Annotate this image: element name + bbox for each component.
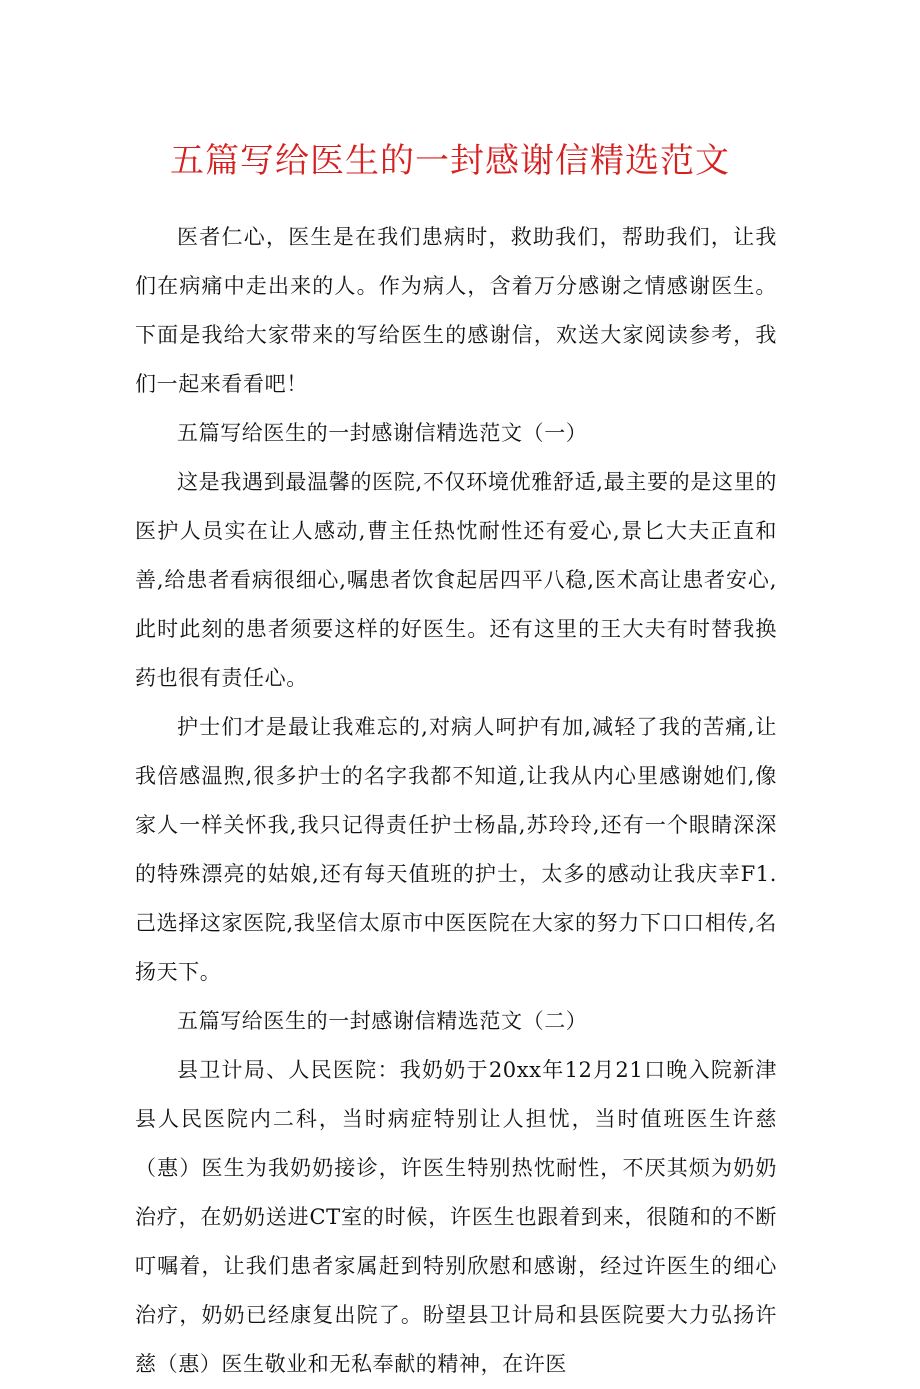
section-heading-2: 五篇写给医生的一封感谢信精选范文（二） <box>177 1009 588 1033</box>
intro-paragraph: 医者仁心，医生是在我们患病时，救助我们，帮助我们，让我们在病痛中走出来的人。作为病人，含着万分感谢之情感谢医生。下面是我给大家带来的写给医生的感谢信，欢送大家阅读参考，我们一起来看看吧！ <box>135 225 777 396</box>
letter-2-paragraph-1: 县卫计局、人民医院：我奶奶于20xx年12月21口晚入院新津县人民医院内二科，当时病症特别让人担忧，当时值班医生许慈（惠）医生为我奶奶接诊，许医生特别热忱耐性，不厌其烦为奶奶治疗，在奶奶送进CT室的时候，许医生也跟着到来，很随和的不断叮嘱着，让我们患者家属赶到特别欣慰和感谢，经过许医生的细心治疗，奶奶已经康复出院了。盼望县卫计局和县医院要大力弘扬许慈（惠）医生敬业和无私奉献的精神，在许医 <box>135 1058 777 1376</box>
section-heading-1: 五篇写给医生的一封感谢信精选范文（一） <box>177 421 588 445</box>
document-title: 五篇写给医生的一封感谢信精选范文 <box>170 141 730 181</box>
letter-1-paragraph-2: 护士们才是最让我难忘的,对病人呵护有加,减轻了我的苦痛,让我倍感温煦,很多护士的名字我都不知道,让我从内心里感谢她们,像家人一样关怀我,我只记得责任护士杨晶,苏玲玲,还有一个眼睛深深的特殊漂亮的姑娘,还有每天值班的护士，太多的感动让我庆幸F1.己选择这家医院,我坚信太原市中医医院在大家的努力下口口相传,名扬天下。 <box>135 715 777 984</box>
document-body <box>135 213 777 1389</box>
letter-1-paragraph-1: 这是我遇到最温馨的医院,不仅环境优雅舒适,最主要的是这里的医护人员实在让人感动,曹主任热忱耐性还有爱心,景匕大夫正直和善,给患者看病很细心,嘱患者饮食起居四平八稳,医术高让患者安心,此时此刻的患者须要这样的好医生。还有这里的王大夫有时替我换药也很有责任心。 <box>135 470 777 690</box>
